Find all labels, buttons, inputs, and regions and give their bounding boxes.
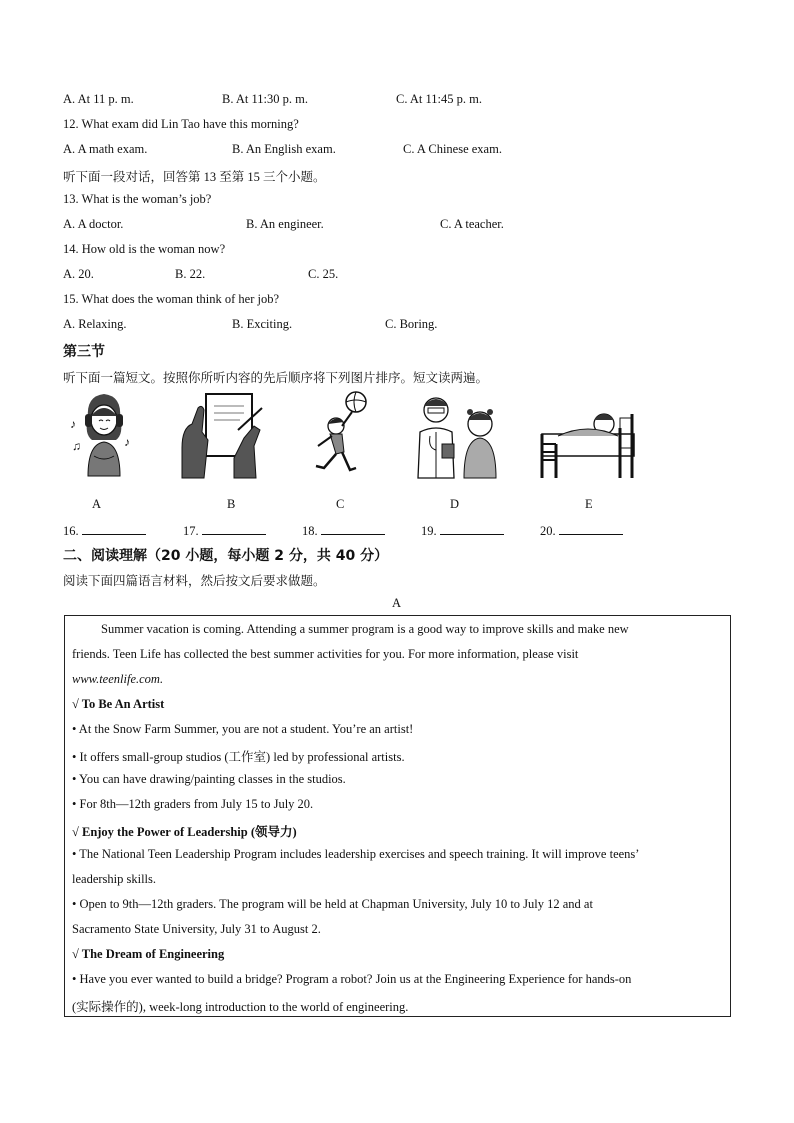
passage-line: Summer vacation is coming. Attending a summer program is a good way to improve skills and make new	[101, 622, 629, 636]
svg-text:♪: ♪	[124, 435, 130, 449]
answer-blank-19[interactable]	[421, 522, 504, 539]
girl-listening-music-icon	[66, 388, 138, 483]
q11-option-a: A. At 11 p. m.	[63, 92, 134, 106]
passage-line: • The National Teen Leadership Program includes leadership exercises and speech training. It will improve teens’	[72, 847, 640, 861]
answer-number: 16.	[63, 524, 79, 538]
q14-option-b: B. 22.	[175, 267, 206, 281]
q14-option-a: A. 20.	[63, 267, 94, 281]
part2-title: 二、阅读理解（20 小题，每小题 2 分，共 40 分）	[63, 548, 389, 564]
q15-option-b: B. Exciting.	[232, 317, 293, 331]
q12-question: 12. What exam did Lin Tao have this morning?	[63, 117, 299, 131]
picture-label-d: D	[450, 497, 460, 511]
picture-label-a: A	[92, 497, 102, 511]
picture-label-e: E	[585, 497, 593, 511]
passage-line: leadership skills.	[72, 872, 157, 886]
q11-option-b: B. At 11:30 p. m.	[222, 92, 309, 106]
picture-label-b: B	[227, 497, 236, 511]
answer-number: 19.	[421, 524, 437, 538]
q11-option-c: C. At 11:45 p. m.	[396, 92, 483, 106]
section3-title: 第三节	[63, 344, 105, 360]
q13-option-b: B. An engineer.	[246, 217, 324, 231]
child-in-bed-icon	[538, 388, 638, 483]
passage-a-box	[64, 615, 731, 1017]
q12-option-c: C. A Chinese exam.	[403, 142, 502, 156]
picture-row	[62, 388, 662, 488]
q15-question: 15. What does the woman think of her job?	[63, 292, 280, 306]
passage-a-label: A	[392, 596, 402, 610]
heading-leadership: √ Enjoy the Power of Leadership (领导力)	[72, 825, 297, 839]
q15-option-c: C. Boring.	[385, 317, 438, 331]
website-link[interactable]: www.teenlife.com.	[72, 672, 164, 686]
q13-question: 13. What is the woman’s job?	[63, 192, 212, 206]
passage-line: • For 8th—12th graders from July 15 to July 20.	[72, 797, 314, 811]
heading-engineering: √ The Dream of Engineering	[72, 947, 225, 961]
heading-artist: √ To Be An Artist	[72, 697, 165, 711]
answer-blank-16[interactable]	[63, 522, 146, 539]
boy-playing-basketball-icon	[302, 388, 372, 483]
hand-writing-paper-icon	[174, 388, 269, 483]
section3-instruction: 听下面一篇短文。按照你所听内容的先后顺序将下列图片排序。短文读两遍。	[63, 371, 489, 385]
answer-number: 20.	[540, 524, 556, 538]
instruction-13-15: 听下面一段对话，回答第 13 至第 15 三个小题。	[63, 170, 326, 184]
svg-text:♪: ♪	[70, 417, 76, 431]
passage-line: • You can have drawing/painting classes in the studios.	[72, 772, 346, 786]
svg-text:♫: ♫	[72, 439, 81, 453]
passage-line: friends. Teen Life has collected the best summer activities for you. For more information, please visit	[72, 647, 579, 661]
answer-blank-17[interactable]	[183, 522, 266, 539]
answer-number: 17.	[183, 524, 199, 538]
answer-blank-18[interactable]	[302, 522, 385, 539]
q13-option-a: A. A doctor.	[63, 217, 124, 231]
q12-option-a: A. A math exam.	[63, 142, 148, 156]
picture-label-c: C	[336, 497, 345, 511]
answer-blank-20[interactable]	[540, 522, 623, 539]
q14-option-c: C. 25.	[308, 267, 339, 281]
passage-line: Sacramento State University, July 31 to August 2.	[72, 922, 321, 936]
q12-option-b: B. An English exam.	[232, 142, 336, 156]
passage-line: • At the Snow Farm Summer, you are not a student. You’re an artist!	[72, 722, 414, 736]
q15-option-a: A. Relaxing.	[63, 317, 127, 331]
passage-line: (实际操作的), week-long introduction to the world of engineering.	[72, 1000, 409, 1014]
passage-line: • It offers small-group studios (工作室) led by professional artists.	[72, 750, 405, 764]
doctor-and-child-icon	[414, 388, 514, 483]
part2-instruction: 阅读下面四篇语言材料，然后按文后要求做题。	[63, 574, 326, 588]
q13-option-c: C. A teacher.	[440, 217, 504, 231]
q14-question: 14. How old is the woman now?	[63, 242, 226, 256]
answer-number: 18.	[302, 524, 318, 538]
passage-line: • Have you ever wanted to build a bridge? Program a robot? Join us at the Engineering Experience for hands-on	[72, 972, 632, 986]
passage-line: • Open to 9th—12th graders. The program will be held at Chapman University, July 10 to July 12 and at	[72, 897, 593, 911]
